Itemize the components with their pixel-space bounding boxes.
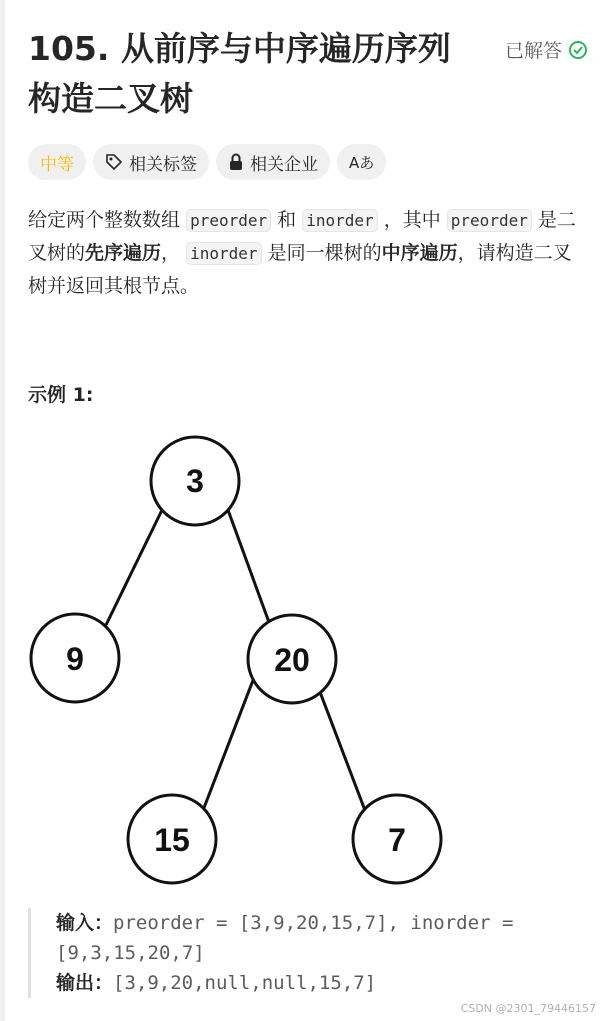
watermark: CSDN @2301_79446157 (460, 1002, 596, 1015)
related-tags-button[interactable] (93, 144, 209, 180)
tag-bar (28, 144, 386, 180)
tree-label-9: 9 (66, 641, 84, 677)
translate-icon: Aあ (349, 153, 375, 172)
tree-label-15: 15 (154, 822, 190, 858)
example-io (28, 908, 601, 998)
input-value: preorder = [3,9,20,15,7], inorder = [9,3,15,20,7] (56, 912, 514, 964)
desc-text: ，其中 (383, 209, 441, 231)
output-value: [3,9,20,null,null,15,7] (113, 972, 377, 994)
desc-text: 和 (277, 209, 297, 231)
code-inorder-2: inorder (186, 242, 261, 265)
desc-text: ，请构造二叉树并返回其根节点。 (28, 242, 572, 297)
desc-text: 是二叉树的 (28, 209, 576, 264)
tree-label-3: 3 (186, 463, 204, 499)
desc-text: ， (161, 242, 181, 264)
tree-label-7: 7 (388, 822, 406, 858)
left-border (0, 0, 5, 1021)
edge-20-15 (202, 662, 260, 813)
problem-description (28, 204, 588, 302)
solved-status (505, 36, 588, 63)
title-row (28, 24, 588, 124)
desc-text: 给定两个整数数组 (28, 209, 181, 231)
related-companies-button[interactable] (216, 144, 330, 180)
check-circle-icon (568, 40, 588, 60)
edge-3-20 (228, 510, 270, 625)
code-preorder: preorder (186, 209, 271, 232)
output-label: 输出： (56, 972, 114, 994)
code-preorder-2: preorder (447, 209, 532, 232)
edge-3-9 (106, 510, 162, 625)
example-title: 示例 1: (28, 384, 94, 406)
problem-title: 105. 从前序与中序遍历序列构造二叉树 (28, 29, 451, 118)
bold-preorder: 先序遍历 (85, 242, 162, 264)
bold-inorder: 中序遍历 (381, 242, 458, 264)
solved-label: 已解答 (504, 40, 562, 62)
input-label: 输入： (56, 912, 114, 934)
desc-text: 是同一棵树的 (267, 242, 382, 264)
lock-icon (228, 153, 244, 171)
tree-label-20: 20 (274, 642, 310, 678)
translate-button[interactable] (337, 144, 386, 180)
difficulty-badge[interactable] (28, 144, 86, 180)
binary-tree-diagram (26, 430, 456, 890)
difficulty-label: 中等 (40, 154, 74, 175)
edge-20-7 (320, 692, 366, 813)
tag-icon (105, 153, 123, 171)
related-companies-label: 相关企业 (250, 154, 318, 175)
related-tags-label: 相关标签 (129, 154, 197, 175)
code-inorder: inorder (302, 209, 377, 232)
